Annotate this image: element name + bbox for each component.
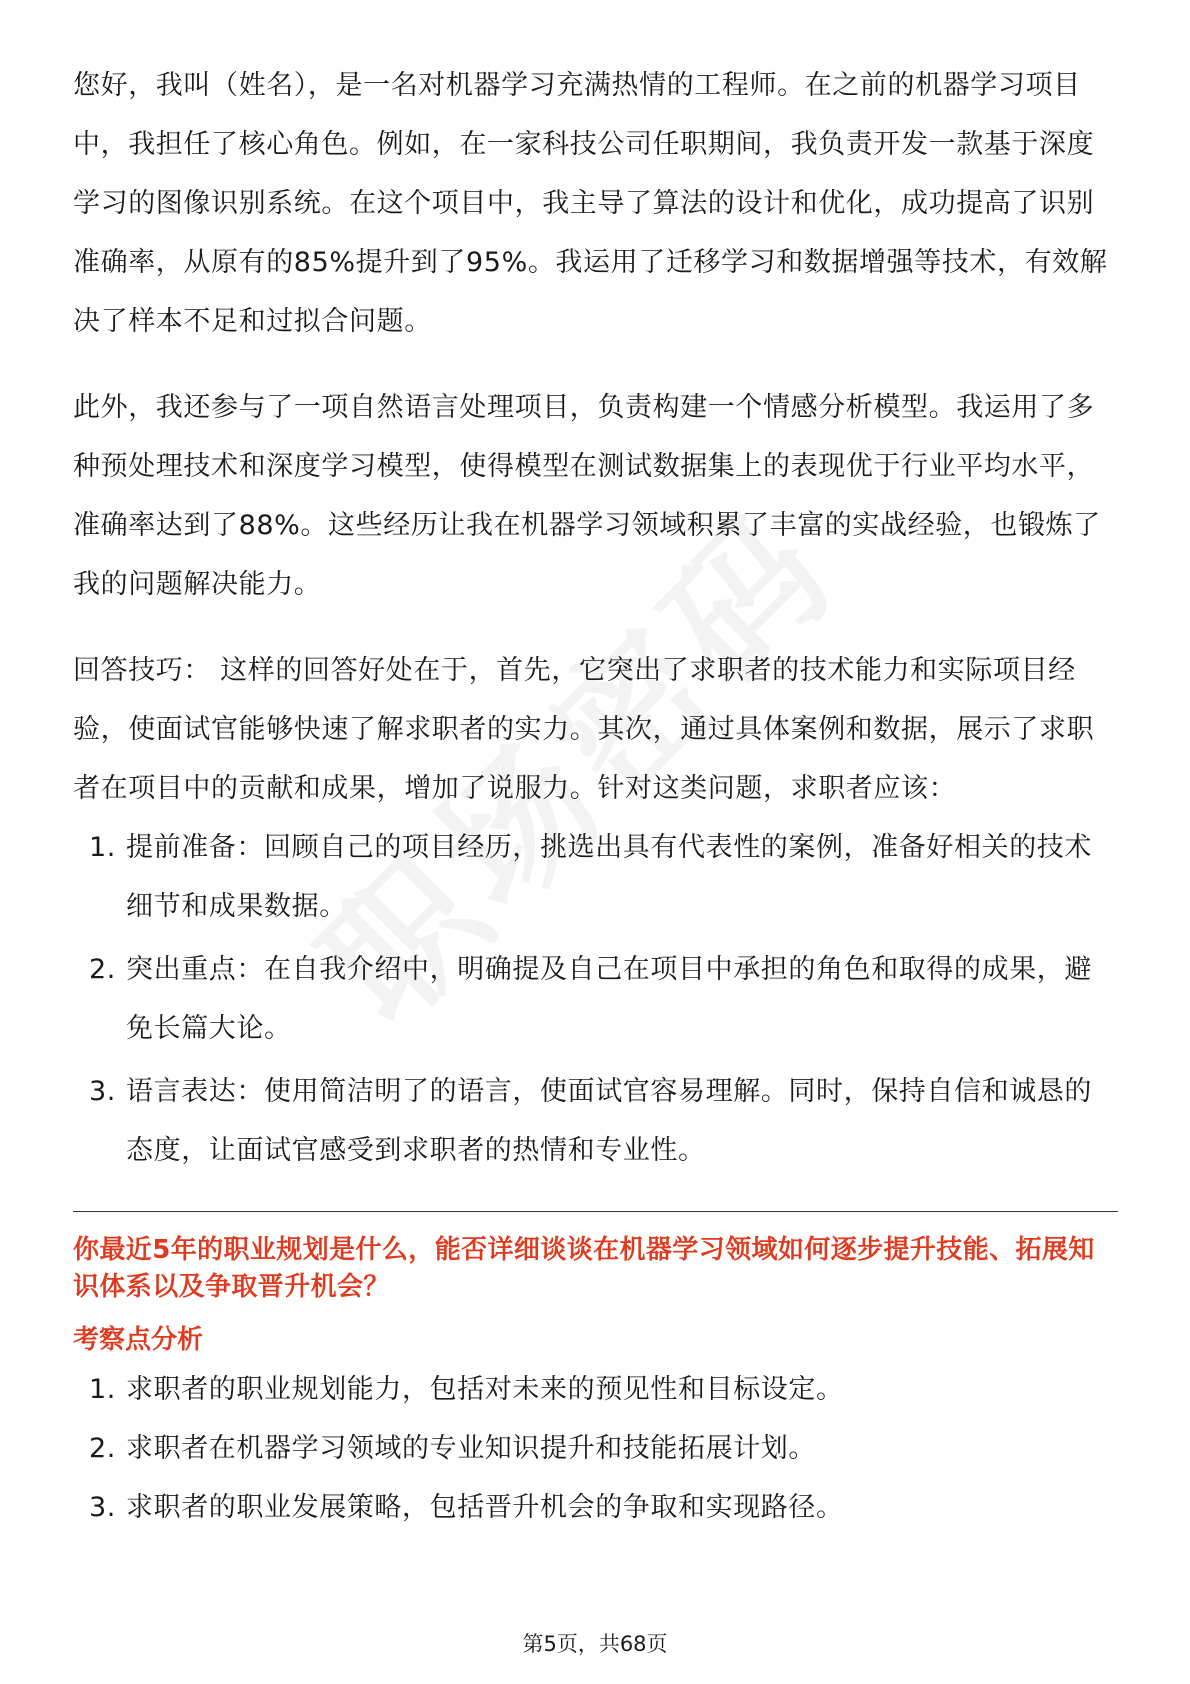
list-item [73, 1360, 1118, 1419]
list-item-text: 语言表达：使用简洁明了的语言，使面试官容易理解。同时，保持自信和诚恳的态度，让面试官感受到求职者的热情和专业性。 [126, 1076, 1092, 1166]
list-item-text: 求职者的职业规划能力，包括对未来的预见性和目标设定。 [126, 1374, 844, 1405]
interview-question: 你最近5年的职业规划是什么，能否详细谈谈在机器学习领域如何逐步提升技能、拓展知识体系以及争取晋升机会？ [73, 1235, 1095, 1302]
list-item [73, 940, 1118, 1058]
analysis-list [73, 1360, 1118, 1537]
list-item [73, 1062, 1118, 1180]
list-item [73, 1478, 1118, 1537]
tips-list [73, 818, 1118, 1180]
list-item-text: 求职者的职业发展策略，包括晋升机会的争取和实现路径。 [126, 1492, 844, 1523]
list-item-text: 突出重点：在自我介绍中，明确提及自己在项目中承担的角色和取得的成果，避免长篇大论。 [126, 954, 1092, 1044]
analysis-heading: 考察点分析 [73, 1325, 204, 1355]
list-item-text: 提前准备：回顾自己的项目经历，挑选出具有代表性的案例，准备好相关的技术细节和成果数据。 [126, 832, 1092, 922]
list-item-text: 求职者在机器学习领域的专业知识提升和技能拓展计划。 [126, 1433, 816, 1464]
section-divider [73, 1211, 1118, 1212]
page-number: 第5页，共68页 [522, 1632, 668, 1656]
list-number: 1. [89, 832, 116, 863]
list-number: 2. [89, 1433, 116, 1464]
list-item [73, 1419, 1118, 1478]
list-number: 3. [89, 1076, 116, 1107]
list-item [73, 818, 1118, 936]
page-content [73, 56, 1118, 1537]
list-number: 3. [89, 1492, 116, 1523]
answer-tips-intro: 回答技巧： 这样的回答好处在于，首先，它突出了求职者的技术能力和实际项目经验，使面试官能够快速了解求职者的实力。其次，通过具体案例和数据，展示了求职者在项目中的贡献和成果，增加了说服力。针对这类问题，求职者应该： [73, 655, 1095, 804]
list-number: 2. [89, 954, 116, 985]
answer-paragraph-2: 此外，我还参与了一项自然语言处理项目，负责构建一个情感分析模型。我运用了多种预处理技术和深度学习模型，使得模型在测试数据集上的表现优于行业平均水平，准确率达到了88%。这些经历让我在机器学习领域积累了丰富的实战经验，也锻炼了我的问题解决能力。 [73, 392, 1101, 600]
list-number: 1. [89, 1374, 116, 1405]
answer-paragraph-1: 您好，我叫（姓名），是一名对机器学习充满热情的工程师。在之前的机器学习项目中，我担任了核心角色。例如，在一家科技公司任职期间，我负责开发一款基于深度学习的图像识别系统。在这个项目中，我主导了算法的设计和优化，成功提高了识别准确率，从原有的85%提升到了95%。我运用了迁移学习和数据增强等技术，有效解决了样本不足和过拟合问题。 [73, 70, 1108, 337]
